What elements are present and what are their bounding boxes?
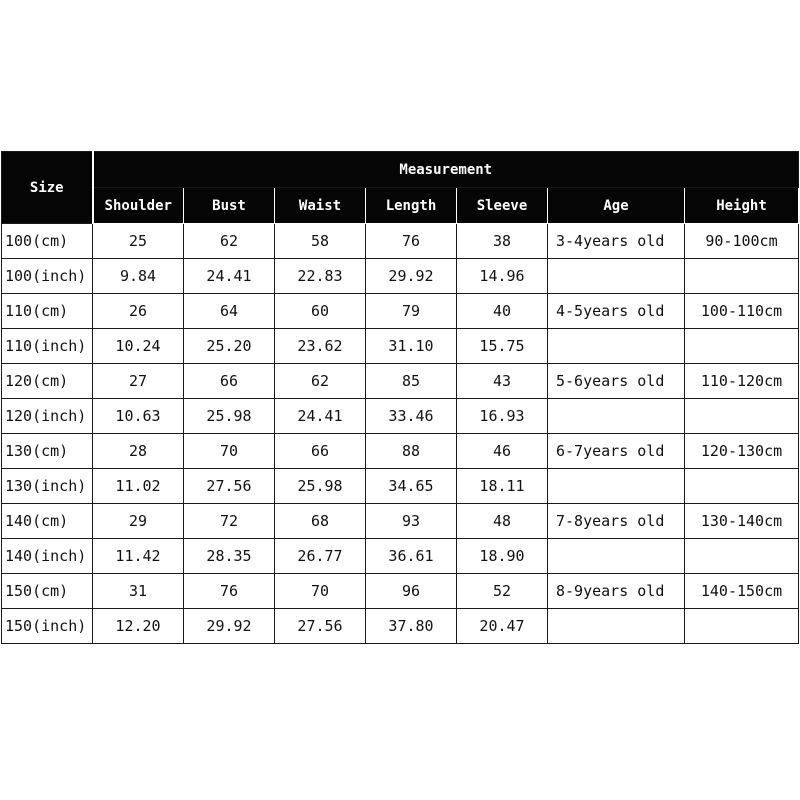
cell-height xyxy=(685,399,799,434)
cell-bust: 25.20 xyxy=(184,329,275,364)
table-row xyxy=(2,224,799,259)
cell-height: 90-100cm xyxy=(685,224,799,259)
cell-bust: 70 xyxy=(184,434,275,469)
cell-sleeve: 15.75 xyxy=(457,329,548,364)
cell-height: 140-150cm xyxy=(685,574,799,609)
header-size: Size xyxy=(2,152,93,224)
cell-size: 140(cm) xyxy=(2,504,93,539)
cell-shoulder: 9.84 xyxy=(93,259,184,294)
cell-waist: 25.98 xyxy=(275,469,366,504)
cell-height: 100-110cm xyxy=(685,294,799,329)
cell-length: 93 xyxy=(366,504,457,539)
header-bust: Bust xyxy=(184,188,275,224)
cell-sleeve: 18.11 xyxy=(457,469,548,504)
cell-bust: 66 xyxy=(184,364,275,399)
cell-bust: 27.56 xyxy=(184,469,275,504)
table-row xyxy=(2,364,799,399)
cell-waist: 24.41 xyxy=(275,399,366,434)
cell-bust: 72 xyxy=(184,504,275,539)
cell-shoulder: 11.02 xyxy=(93,469,184,504)
cell-shoulder: 10.24 xyxy=(93,329,184,364)
cell-sleeve: 38 xyxy=(457,224,548,259)
cell-length: 37.80 xyxy=(366,609,457,644)
cell-height: 120-130cm xyxy=(685,434,799,469)
table-body xyxy=(2,224,799,644)
cell-size: 110(cm) xyxy=(2,294,93,329)
table-row xyxy=(2,469,799,504)
cell-bust: 29.92 xyxy=(184,609,275,644)
cell-bust: 64 xyxy=(184,294,275,329)
cell-waist: 22.83 xyxy=(275,259,366,294)
cell-waist: 70 xyxy=(275,574,366,609)
cell-length: 96 xyxy=(366,574,457,609)
cell-size: 140(inch) xyxy=(2,539,93,574)
size-table xyxy=(1,151,799,644)
cell-bust: 28.35 xyxy=(184,539,275,574)
cell-shoulder: 12.20 xyxy=(93,609,184,644)
cell-length: 29.92 xyxy=(366,259,457,294)
cell-length: 76 xyxy=(366,224,457,259)
cell-sleeve: 18.90 xyxy=(457,539,548,574)
header-shoulder: Shoulder xyxy=(93,188,184,224)
cell-sleeve: 14.96 xyxy=(457,259,548,294)
cell-height xyxy=(685,609,799,644)
cell-height: 130-140cm xyxy=(685,504,799,539)
cell-sleeve: 46 xyxy=(457,434,548,469)
cell-age xyxy=(548,399,685,434)
cell-size: 100(cm) xyxy=(2,224,93,259)
cell-height: 110-120cm xyxy=(685,364,799,399)
cell-shoulder: 27 xyxy=(93,364,184,399)
cell-waist: 26.77 xyxy=(275,539,366,574)
cell-sleeve: 40 xyxy=(457,294,548,329)
cell-shoulder: 11.42 xyxy=(93,539,184,574)
cell-waist: 68 xyxy=(275,504,366,539)
header-sleeve: Sleeve xyxy=(457,188,548,224)
cell-length: 31.10 xyxy=(366,329,457,364)
cell-size: 150(inch) xyxy=(2,609,93,644)
header-length: Length xyxy=(366,188,457,224)
cell-waist: 27.56 xyxy=(275,609,366,644)
cell-height xyxy=(685,469,799,504)
table-row xyxy=(2,504,799,539)
cell-bust: 76 xyxy=(184,574,275,609)
table-row xyxy=(2,294,799,329)
header-height: Height xyxy=(685,188,799,224)
size-chart xyxy=(1,151,799,644)
cell-length: 36.61 xyxy=(366,539,457,574)
cell-length: 88 xyxy=(366,434,457,469)
cell-waist: 60 xyxy=(275,294,366,329)
cell-shoulder: 26 xyxy=(93,294,184,329)
header-measurement: Measurement xyxy=(93,152,799,188)
cell-age: 3-4years old xyxy=(548,224,685,259)
cell-bust: 25.98 xyxy=(184,399,275,434)
cell-sleeve: 43 xyxy=(457,364,548,399)
table-row xyxy=(2,609,799,644)
cell-sleeve: 48 xyxy=(457,504,548,539)
cell-height xyxy=(685,259,799,294)
cell-height xyxy=(685,329,799,364)
cell-age xyxy=(548,609,685,644)
cell-sleeve: 20.47 xyxy=(457,609,548,644)
cell-size: 120(cm) xyxy=(2,364,93,399)
cell-shoulder: 28 xyxy=(93,434,184,469)
table-row xyxy=(2,434,799,469)
cell-length: 79 xyxy=(366,294,457,329)
cell-waist: 23.62 xyxy=(275,329,366,364)
table-row xyxy=(2,329,799,364)
cell-age xyxy=(548,329,685,364)
cell-waist: 58 xyxy=(275,224,366,259)
cell-shoulder: 25 xyxy=(93,224,184,259)
cell-bust: 24.41 xyxy=(184,259,275,294)
cell-size: 100(inch) xyxy=(2,259,93,294)
cell-age: 5-6years old xyxy=(548,364,685,399)
table-row xyxy=(2,539,799,574)
cell-age: 7-8years old xyxy=(548,504,685,539)
cell-shoulder: 31 xyxy=(93,574,184,609)
header-age: Age xyxy=(548,188,685,224)
cell-waist: 66 xyxy=(275,434,366,469)
cell-sleeve: 52 xyxy=(457,574,548,609)
cell-size: 150(cm) xyxy=(2,574,93,609)
cell-size: 130(cm) xyxy=(2,434,93,469)
cell-length: 33.46 xyxy=(366,399,457,434)
cell-size: 130(inch) xyxy=(2,469,93,504)
table-row xyxy=(2,574,799,609)
cell-length: 85 xyxy=(366,364,457,399)
cell-shoulder: 10.63 xyxy=(93,399,184,434)
cell-size: 120(inch) xyxy=(2,399,93,434)
cell-length: 34.65 xyxy=(366,469,457,504)
cell-age: 8-9years old xyxy=(548,574,685,609)
cell-shoulder: 29 xyxy=(93,504,184,539)
cell-waist: 62 xyxy=(275,364,366,399)
cell-height xyxy=(685,539,799,574)
cell-age: 6-7years old xyxy=(548,434,685,469)
cell-age: 4-5years old xyxy=(548,294,685,329)
cell-sleeve: 16.93 xyxy=(457,399,548,434)
cell-age xyxy=(548,539,685,574)
header-waist: Waist xyxy=(275,188,366,224)
cell-size: 110(inch) xyxy=(2,329,93,364)
cell-age xyxy=(548,469,685,504)
cell-bust: 62 xyxy=(184,224,275,259)
cell-age xyxy=(548,259,685,294)
table-row xyxy=(2,399,799,434)
table-row xyxy=(2,259,799,294)
